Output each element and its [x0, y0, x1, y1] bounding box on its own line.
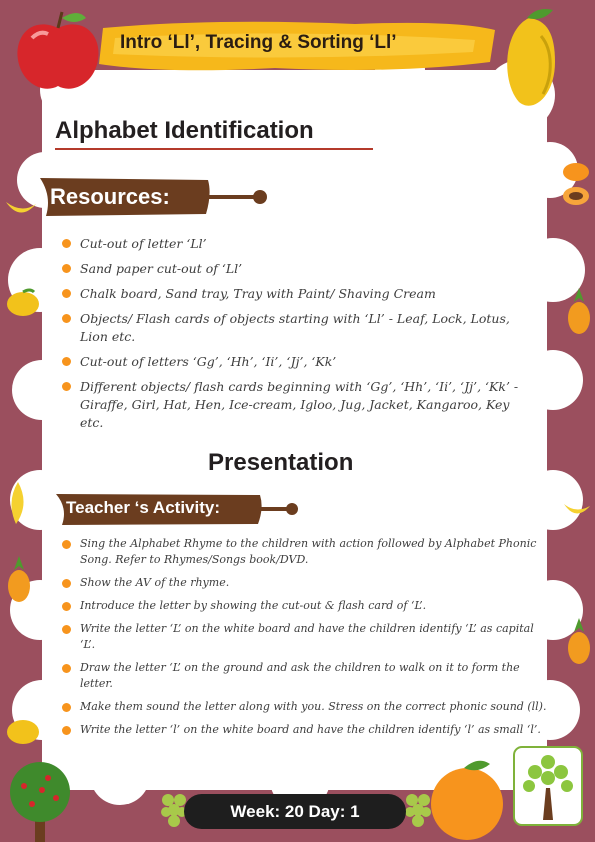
presentation-heading: Presentation — [208, 449, 354, 476]
week-day-label: Week: 20 Day: 1 — [230, 802, 360, 821]
list-item: Sand paper cut-out of ‘Ll’ — [62, 260, 532, 278]
list-item: Chalk board, Sand tray, Tray with Paint/ Shaving Cream — [62, 285, 532, 303]
orange-icon — [424, 756, 510, 842]
pineapple-icon-3 — [566, 618, 592, 666]
apple-icon — [12, 8, 104, 94]
list-item: Draw the letter ‘L’ on the ground and ask the children to walk on it to form the letter. — [62, 660, 550, 692]
resources-label: Resources: — [50, 184, 170, 209]
list-item: Introduce the letter by showing the cut-out & flash card of ‘L’. — [62, 598, 550, 614]
list-item: Cut-out of letter ‘Ll’ — [62, 235, 532, 253]
lemon-icon — [4, 288, 42, 318]
list-item: Show the AV of the rhyme. — [62, 575, 550, 591]
activity-list — [62, 536, 550, 745]
lemon-icon-2 — [4, 716, 42, 746]
heading-underline — [55, 148, 373, 150]
banana-icon-3 — [562, 500, 592, 522]
activity-label: Teacher ‘s Activity: — [66, 498, 221, 517]
list-item: Write the letter ‘L’ on the white board and have the children identify ‘L’ as capital ‘L’. — [62, 621, 550, 653]
page-title: Intro ‘Ll’, Tracing & Sorting ‘Ll’ — [120, 32, 397, 53]
list-item: Different objects/ flash cards beginning with ‘Gg’, ‘Hh’, ‘Ii’, ‘Jj’, ‘Kk’ - Giraffe, Girl, Hat, Hen, Ice-cream, Igloo, Jug, Jacket, Kangaroo, Key etc. — [62, 378, 532, 432]
section-heading: Alphabet Identification — [55, 117, 314, 144]
list-item: Cut-out of letters ‘Gg’, ‘Hh’, ‘Ii’, ‘Jj’, ‘Kk’ — [62, 353, 532, 371]
list-item: Make them sound the letter along with you. Stress on the correct phonic sound (ll). — [62, 699, 550, 715]
banana-icon — [4, 196, 38, 222]
tree-logo-icon — [513, 746, 583, 826]
list-item: Objects/ Flash cards of objects starting with ‘Ll’ - Leaf, Lock, Lotus, Lion etc. — [62, 310, 532, 346]
pineapple-icon — [566, 288, 592, 336]
banana-icon-2 — [4, 480, 32, 526]
list-item: Sing the Alphabet Rhyme to the children with action followed by Alphabet Phonic Song. Refer to Rhymes/Songs book/DVD. — [62, 536, 550, 568]
list-item: Write the letter ‘l’ on the white board and have the children identify ‘l’ as small ‘l’. — [62, 722, 550, 738]
fruit-tree-icon — [2, 758, 78, 842]
resources-list — [62, 235, 532, 439]
papaya-icon — [560, 160, 592, 208]
mango-icon — [497, 6, 561, 110]
pineapple-icon-2 — [6, 556, 32, 604]
